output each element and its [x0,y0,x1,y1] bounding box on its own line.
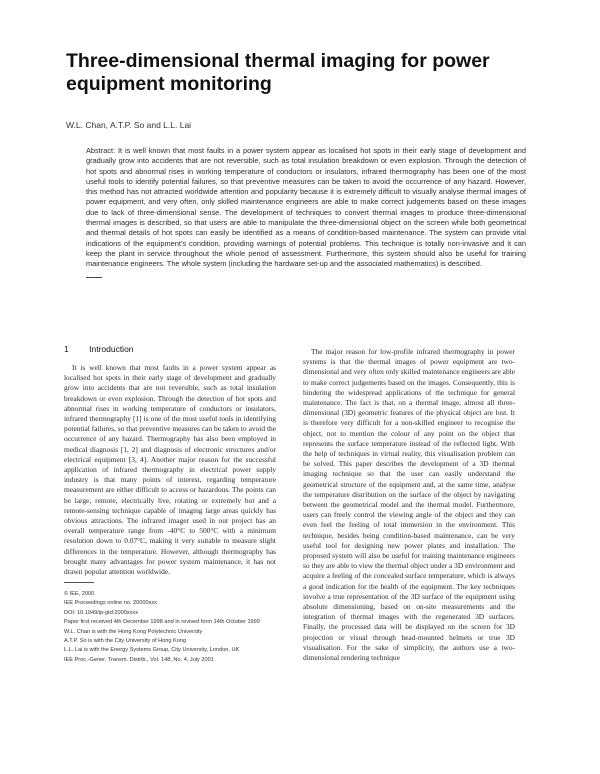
footnote-line: IEE Proc.-Gener. Transm. Distrib., Vol. 148, No. 4, July 2001 [64,656,214,663]
footnote-line: W.L. Chan is with the Hong Kong Polytechnic University [64,628,203,635]
section-number: 1 [64,344,69,354]
footnote-line: © IEE, 2000 [64,591,95,597]
body-paragraph: The major reason for low-profile infrared thermography in power systems is that the thermal images of power equipment are two-dimensional and very often only skilled maintenance engineers are able to make correct judgements based on the images. Consequently, this is hindering the widespread applications of the technique for general maintenance. The fact is that, on a thermal image, almost all three-dimensional (3D) geometric features of the physical object are lost. It is therefore very difficult for a non-skilled engineer to recognise the object, not to mention the colour of any point on the object that represents the surface temperature instead of the reflected light. With the help of techniques in virtual reality, this visualisation problem can be solved. This paper describes the development of a 3D thermal imaging technique so that the user can easily understand the geometrical structure of the equipment and, at the same time, analyse the temperature distribution on the surface of the object by navigating between the geometrical model and the thermal model. Furthermore, users can freely control the viewing angle of the object and they can even feel the feeling of total immersion in the environment. This technique, besides being condition-based maintenance, can be very useful tool for designing new power plants and installation. The proposed system will also be useful for training maintenance engineers so they are able to view the thermal object under a 3D environment and acquire a feeling of the concealed surface temperature, which is always a good indication for the health of the equipment. The key techniques involve a true representation of the 3D surface of the equipment using absolute dimensioning, based on on-site measurements and the integration of thermal images with the regenerated 3D surfaces. Finally, the processed data will be displayed on the screen for 3D projection or visual through head-mounted helmets or true 3D visualisation. For the sake of simplicity, the authors use a two-dimensional rendering technique [303,347,515,663]
right-column [303,347,515,665]
footnote-line: DOI: 10.1049/ip-gtd:2000xxxx [64,609,139,616]
intro-paragraph: It is well known that most faults in a power system appear as localised hot spots in their early stage of development and gradually grow into accidents that are not reversible, such as total insulation breakdown or even explosion. Through the detection of hot spots and abnormal rises in working temperature of conductors or insulators, infrared thermography [1] is one of the most useful tools in identifying potential failures, so that preventive measures can be taken to avoid the occurrence of any hazard. Thermography has also been employed in medical diagnosis [1, 2] and diagnosis of electronic structures and/or electrical equipment [3, 4]. Another major reason for the successful application of infrared thermography in electrical power supply industry is that many points of interest, regarding temperature measurement are either difficult to access or hazardous. The points can be large, remote, electrically live, rotating or extremely hot and a remote-sensing technique capable of imaging large areas quickly has obvious attractions. The infrared imager used in our project has an overall temperature range from -40°C to 500°C with a minimum resolution down to 0.07°C, making it very suitable to measure slight differences in the temperature. However, although thermography has brought many advantages for power system maintenance, it has not drawn popular attention worldwide. [64,363,276,577]
footnote-line: IEE Proceedings online no. 20000xxx [64,600,157,607]
section-heading [64,344,134,354]
abstract: Abstract: It is well known that most faults in a power system appear as localised hot spots in their early stage of development and gradually grow into accidents that are not reversible, such as total insulation breakdown or even explosion. Through the detection of hot spots and abnormal rises in working temperature of conductors or insulators, infrared thermography has been one of the most useful tools to identify potential failures, so that preventive measures can be taken to avoid the occurrence of any hazard. However, this method has not attracted worldwide attention and popularity because it is extremely difficult to visually analyse thermal images of power equipment, and very often, only skilled maintenance engineers are able to make correct judgements based on these images due to lack of three-dimensional sense. The development of techniques to convert thermal images to produce three-dimensional thermal images is described, so that users are able to manipulate the three-dimensional object on the screen while both geometrical and thermal details of hot spots can easily be identified as a means of condition-based maintenance. The system can provide vital indications of the equipment's condition, providing warnings of potential problems. This technique is totally non-invasive and it can keep the plant in service throughout the whole period of assessment. Furthermore, this system should also be useful for training maintenance engineers. The whole system (including the hardware set-up and the associated mathematics) is described. [86,146,526,269]
left-column [64,363,276,579]
footnotes [64,590,276,665]
abstract-divider [86,277,102,278]
footnote-line: A.T.P. So is with the City University of Hong Kong [64,638,187,645]
footnote-line: Paper first received 4th December 1998 and in revised form 14th October 1999 [64,619,260,626]
paper-title: Three-dimensional thermal imaging for power equipment monitoring [66,50,490,95]
footnote-line: L.L. Lai is with the Energy Systems Group, City University, London, UK [64,647,240,654]
footnote-divider [64,582,94,583]
paper-authors: W.L. Chan, A.T.P. So and L.L. Lai [66,120,192,130]
section-title: Introduction [89,344,134,354]
